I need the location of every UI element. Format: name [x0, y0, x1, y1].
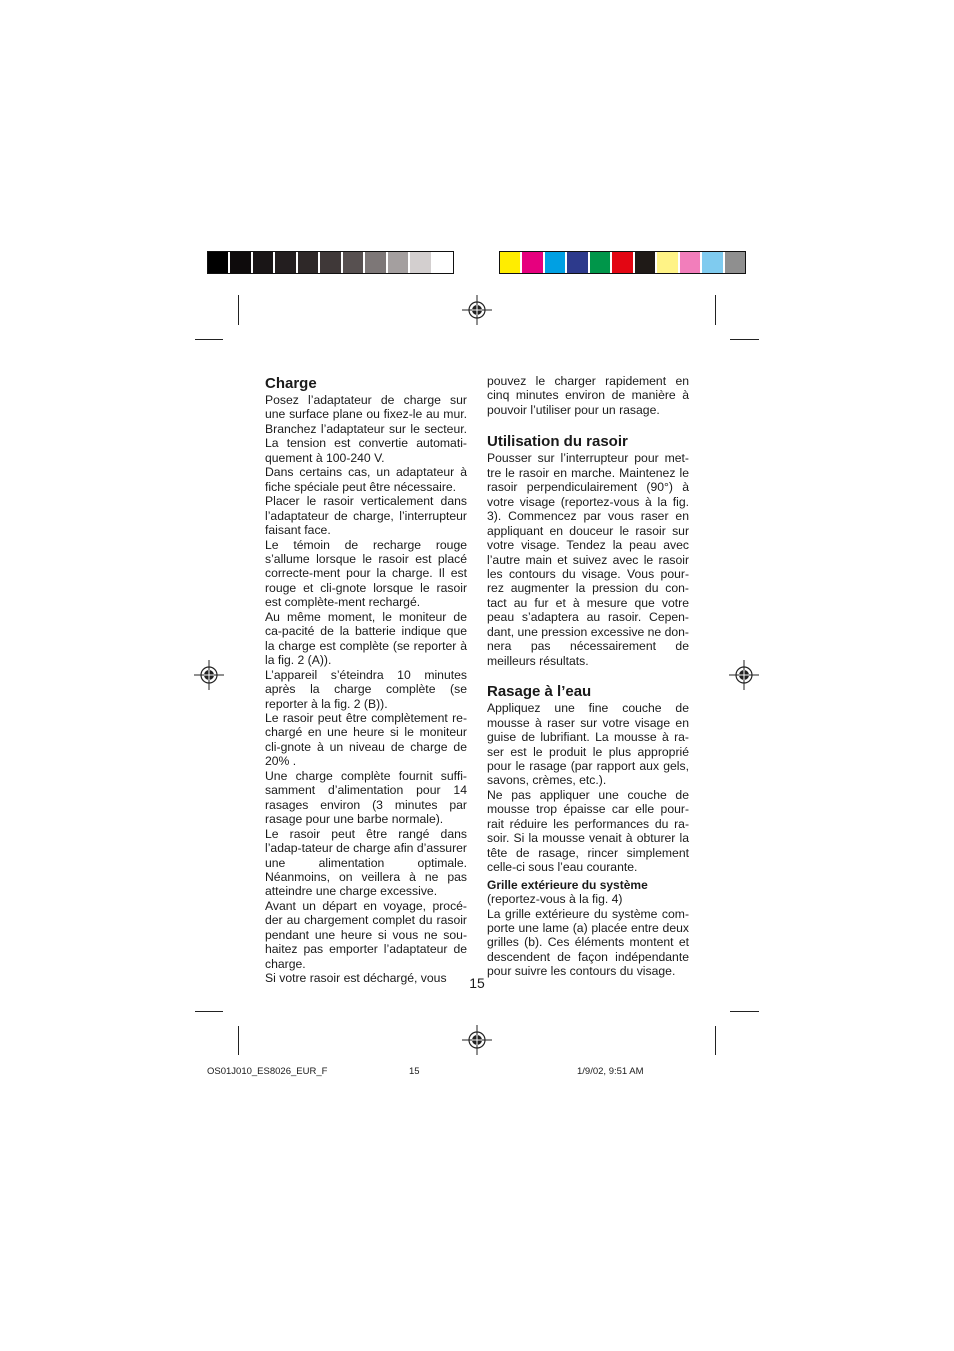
- section-heading-rasage: Rasage à l’eau: [487, 683, 592, 701]
- grille-paragraph: La grille extérieure du système com-porte une lame (a) placée entre deux grilles (b). Ces éléments montent et descendent de façon indépendante pour suivre les contours du visage.: [487, 906, 689, 979]
- color-swatch: [410, 252, 432, 273]
- color-swatch: [433, 252, 453, 273]
- color-swatch: [500, 252, 522, 273]
- footer-page: 15: [409, 1066, 420, 1077]
- color-swatch: [230, 252, 252, 273]
- footer-date: 1/9/02, 9:51 AM: [577, 1066, 644, 1077]
- color-swatch: [545, 252, 567, 273]
- registration-mark-icon: [729, 660, 759, 690]
- grayscale-color-bar: [207, 251, 454, 274]
- registration-mark-icon: [194, 660, 224, 690]
- continued-paragraph: pouvez le charger rapidement en cinq minutes environ de manière à pouvoir l’utiliser pour un rasage.: [487, 374, 689, 417]
- charge-paragraphs: [265, 393, 467, 986]
- process-color-bar: [499, 251, 746, 274]
- crop-mark: [715, 295, 716, 325]
- charge-paragraph: Si votre rasoir est déchargé, vous: [265, 971, 447, 986]
- utilisation-paragraph: Pousser sur l’interrupteur pour met-tre le rasoir en marche. Maintenez le rasoir perpendiculairement (90°) à votre visage (reportez-vous à la fig. 3). Commencez par vous raser en appliquant en douceur le rasoir sur votre visage. Tendez la peau avec l’autre main et suivez avec le rasoir les contours du visage. Vous pour-rez augmenter la pression du con-tact au fur et à mesure que votre peau s’adaptera au rasoir. Cepen-dant, une pression excessive ne don-nera pas nécessairement de meilleurs résultats.: [487, 451, 689, 668]
- color-swatch: [388, 252, 410, 273]
- charge-paragraph: Le témoin de recharge rouge s’allume lorsque le rasoir est placé correcte-ment pour la charge. Il est rouge et cli-gnote lorsque le rasoir est complète-ment rechargé.: [265, 537, 467, 610]
- color-swatch: [680, 252, 702, 273]
- color-swatch: [635, 252, 657, 273]
- registration-mark-icon: [462, 1025, 492, 1055]
- footer-filename: OS01J010_ES8026_EUR_F: [207, 1066, 328, 1077]
- crop-mark: [715, 1026, 716, 1055]
- crop-mark: [238, 295, 239, 325]
- crop-mark: [730, 1011, 759, 1012]
- rasage-paragraph: Appliquez une fine couche de mousse à raser sur votre visage en guise de lubrifiant. La mousse à ra-ser est le produit le plus approprié pour le rasage (par rapport aux gels, savons, crèmes, etc.).: [487, 701, 689, 788]
- charge-paragraph: Une charge complète fournit suffi-samment d’alimentation pour 14 rasages environ (3 minutes par rasage pour une barbe normale).: [265, 768, 467, 827]
- crop-mark: [195, 1011, 223, 1012]
- color-swatch: [522, 252, 544, 273]
- charge-paragraph: Dans certains cas, un adaptateur à fiche spéciale peut être nécessaire.: [265, 465, 467, 494]
- color-swatch: [590, 252, 612, 273]
- color-swatch: [253, 252, 275, 273]
- subheading-grille: Grille extérieure du système: [487, 877, 648, 892]
- crop-mark: [238, 1026, 239, 1055]
- charge-paragraph: Posez l’adaptateur de charge sur une surface plane ou fixez-le au mur. Branchez l’adaptateur sur le secteur. La tension est convertie automati-quement à 100-240 V.: [265, 393, 467, 465]
- charge-paragraph: Avant un départ en voyage, procé-der au chargement complet du rasoir pendant une heure si vous ne sou-haitez pas emporter l’adaptateur de charge.: [265, 898, 467, 971]
- color-swatch: [365, 252, 387, 273]
- color-swatch: [320, 252, 342, 273]
- color-swatch: [208, 252, 230, 273]
- rasage-paragraph: Ne pas appliquer une couche de mousse trop épaisse car elle pour-rait réduire les performances du ra-soir. Si la mousse venait à obturer la tête de rasage, rincer simplement celle-ci sous l’eau courante.: [487, 787, 689, 875]
- left-column: [265, 374, 467, 986]
- page-number: 15: [469, 975, 485, 991]
- color-swatch: [298, 252, 320, 273]
- color-swatch: [567, 252, 589, 273]
- charge-paragraph: Le rasoir peut être complètement re-chargé en une heure si le moniteur cli-gnote à un niveau de charge de 20% .: [265, 710, 467, 769]
- charge-paragraph: Le rasoir peut être rangé dans l’adap-tateur de charge afin d’assurer une alimentation optimale. Néanmoins, on veillera à ne pas atteindre une charge excessive.: [265, 826, 467, 899]
- color-swatch: [702, 252, 724, 273]
- registration-mark-icon: [462, 295, 492, 325]
- section-heading-utilisation: Utilisation du rasoir: [487, 433, 628, 451]
- right-column: [487, 374, 689, 979]
- crop-mark: [195, 339, 223, 340]
- color-swatch: [343, 252, 365, 273]
- crop-mark: [730, 339, 759, 340]
- color-swatch: [725, 252, 745, 273]
- color-swatch: [275, 252, 297, 273]
- section-heading-charge: Charge: [265, 375, 317, 392]
- charge-paragraph: Placer le rasoir verticalement dans l’adaptateur de charge, l’interrupteur faisant face.: [265, 494, 467, 538]
- color-swatch: [612, 252, 634, 273]
- color-swatch: [657, 252, 679, 273]
- grille-figure-note: (reportez-vous à la fig. 4): [487, 892, 623, 907]
- charge-paragraph: Au même moment, le moniteur de ca-pacité de la batterie indique que la charge est complète (se reporter à la fig. 2 (A)).: [265, 609, 467, 668]
- charge-paragraph: L’appareil s’éteindra 10 minutes après la charge complète (se reporter à la fig. 2 (B)).: [265, 667, 467, 711]
